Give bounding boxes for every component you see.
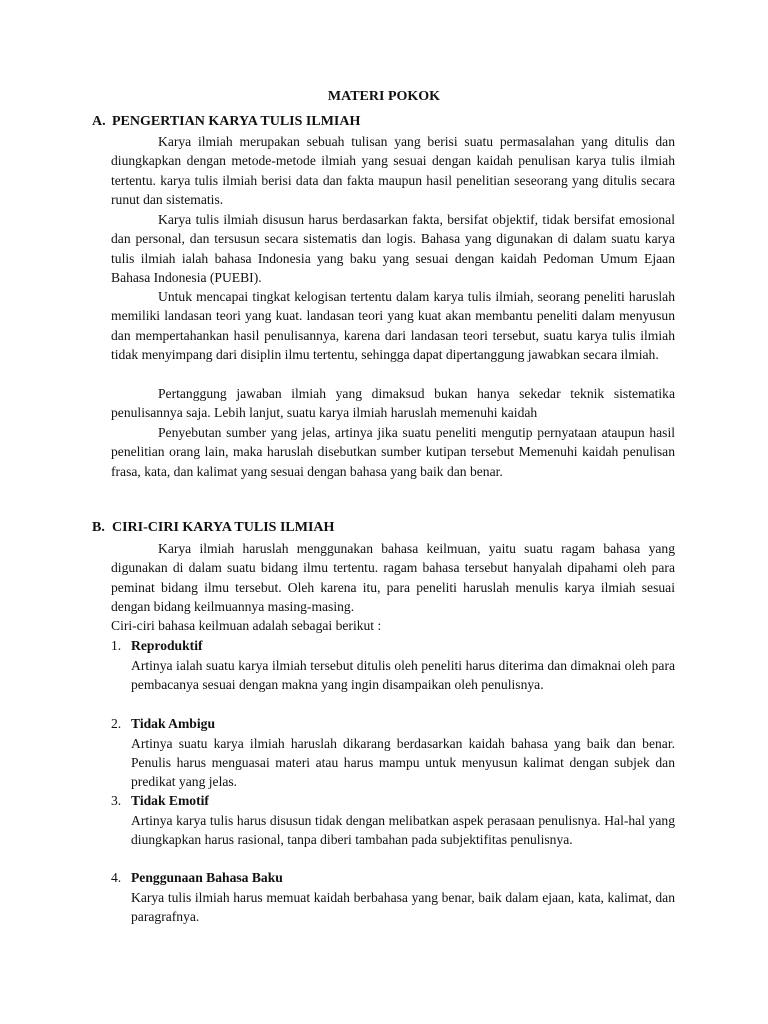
section-a-letter: A. [92, 114, 106, 129]
list-number: 4. [111, 870, 122, 885]
section-a-heading [92, 113, 360, 131]
section-b-title: CIRI-CIRI KARYA TULIS ILMIAH [112, 520, 335, 535]
list-item-title: Reproduktif [131, 638, 203, 653]
section-b-letter: B. [92, 520, 105, 535]
section-a-title: PENGERTIAN KARYA TULIS ILMIAH [112, 114, 361, 129]
list-number: 2. [111, 716, 122, 731]
section-b-lead: Ciri-ciri bahasa keilmuan adalah sebagai berikut : [111, 618, 382, 633]
list-item-body: Artinya ialah suatu karya ilmiah tersebut ditulis oleh peneliti harus diterima dan dimaknai oleh para pembacanya sesuai dengan makna yang ingin disampaikan oleh penulisnya. [131, 657, 675, 692]
list-item [111, 791, 675, 869]
list-item [111, 714, 675, 792]
section-b-heading [92, 519, 334, 537]
section-a-paragraph-2: Karya tulis ilmiah disusun harus berdasarkan fakta, bersifat objektif, tidak bersifat emosional dan personal, dan tersusun secara sistematis dan logis. Bahasa yang digunakan di dalam suatu karya tulis ilmiah ialah bahasa Indonesia yang baku yang sesuai dengan kaidah Pedoman Umum Ejaan Bahasa Indonesia (PUEBI). [111, 212, 675, 286]
list-item-title: Tidak Emotif [131, 793, 209, 808]
section-a-paragraph-4: Pertanggung jawaban ilmiah yang dimaksud bukan hanya sekedar teknik sistematika penulisannya saja. Lebih lanjut, suatu karya ilmiah haruslah memenuhi kaidah [111, 386, 675, 421]
section-b-intro: Karya ilmiah haruslah menggunakan bahasa keilmuan, yaitu suatu ragam bahasa yang digunakan di dalam suatu bidang ilmu tertentu. ragam bahasa tersebut hanyalah dipahami oleh para peminat bidang ilmu tersebut. Oleh karena itu, para peneliti haruslah menulis karya ilmiah sesuai dengan bidang keilmuannya masing-masing. [111, 541, 675, 615]
list-item [111, 868, 675, 926]
document-title: MATERI POKOK [327, 89, 441, 104]
list-item-body: Artinya karya tulis harus disusun tidak dengan melibatkan aspek perasaan penulisnya. Hal-hal yang diungkapkan harus rasional, tanpa diberi tambahan pada subjektifitas penulisnya. [131, 812, 675, 847]
list-item [111, 636, 675, 714]
section-a-paragraph-5: Penyebutan sumber yang jelas, artinya jika suatu peneliti mengutip pernyataan ataupun hasil penelitian orang lain, maka haruslah disebutkan sumber kutipan tersebut Memenuhi kaidah penulisan frasa, kata, dan kalimat yang sesuai dengan bahasa yang baik dan benar. [111, 425, 675, 479]
list-item-body: Karya tulis ilmiah harus memuat kaidah berbahasa yang benar, baik dalam ejaan, kata, kalimat, dan paragrafnya. [131, 889, 675, 924]
list-number: 1. [111, 638, 122, 653]
list-item-title: Tidak Ambigu [131, 716, 215, 731]
list-number: 3. [111, 793, 122, 808]
list-item-body: Artinya suatu karya ilmiah haruslah dikarang berdasarkan kaidah bahasa yang baik dan benar. Penulis harus menguasai materi atau harus mampu untuk menyusun kalimat dengan subjek dan predikat yang jelas. [131, 735, 675, 790]
section-a-paragraph-1: Karya ilmiah merupakan sebuah tulisan yang berisi suatu permasalahan yang ditulis dan diungkapkan dengan metode-metode ilmiah yang sesuai dengan kaidah penulisan karya tulis ilmiah tertentu. karya tulis ilmiah berisi data dan fakta maupun hasil penelitian seseorang yang ditulis secara runut dan sistematis. [111, 134, 675, 208]
list-item-title: Penggunaan Bahasa Baku [131, 870, 283, 885]
section-a-paragraph-3: Untuk mencapai tingkat kelogisan tertentu dalam karya tulis ilmiah, seorang peneliti haruslah memiliki landasan teori yang kuat. landasan teori yang kuat akan membantu peneliti dalam menyusun dan mempertahankan hasil penulisannya, karena dari landasan teori tersebut, suatu karya tulis ilmiah tidak menyimpang dari disiplin ilmu tertentu, sehingga dapat dipertanggung jawabkan secara ilmiah. [111, 289, 675, 363]
